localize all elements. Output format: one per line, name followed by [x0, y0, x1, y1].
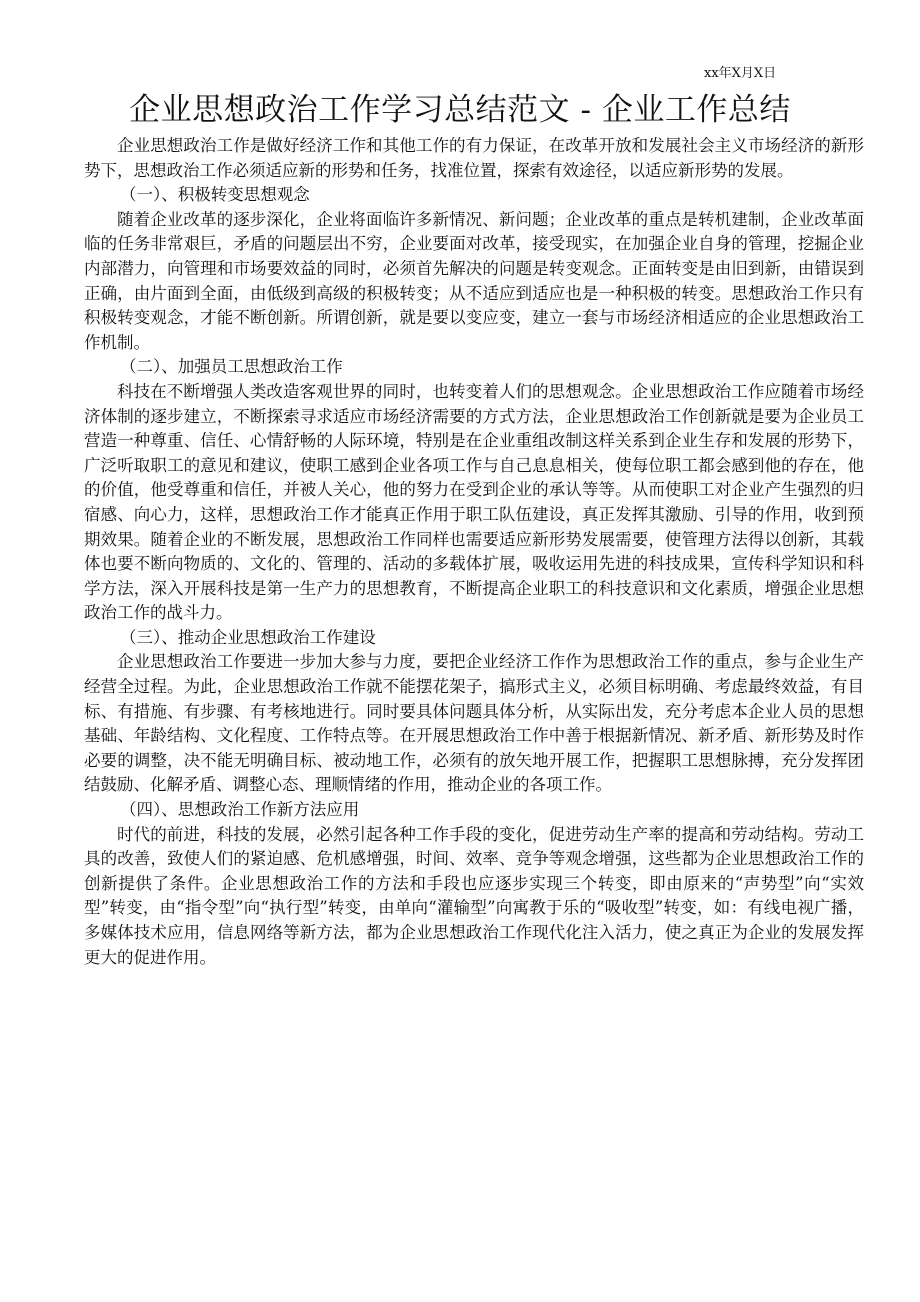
document-body: [84, 134, 864, 970]
section-4-heading: （四）、思想政治工作新方法应用: [120, 800, 360, 820]
section-1-heading: （一）、积极转变思想观念: [120, 185, 310, 205]
section-3-heading: （三）、推动企业思想政治工作建设: [120, 627, 376, 647]
section-1-paragraph: 随着企业改革的逐步深化，企业将面临许多新情况、新问题；企业改革的重点是转机建制，企业改革面临的任务非常艰巨，矛盾的问题层出不穷，企业要面对改革，接受现实，在加强企业自身的管理，挖掘企业内部潜力，向管理和市场要效益的同时，必须首先解决的问题是转变观念。正面转变是由旧到新，由错误到正确，由片面到全面，由低级到高级的积极转变；从不适应到适应也是一种积极的转变。思想政治工作只有积极转变观念，才能不断创新。所谓创新，就是要以变应变，建立一套与市场经济相适应的企业思想政治工作机制。: [84, 209, 864, 352]
document-title: 企业思想政治工作学习总结范文 - 企业工作总结: [129, 92, 791, 128]
intro-paragraph: 企业思想政治工作是做好经济工作和其他工作的有力保证，在改革开放和发展社会主义市场经济的新形势下，思想政治工作必须适应新的形势和任务，找准位置，探索有效途径，以适应新形势的发展。: [84, 136, 864, 180]
section-3-paragraph: 企业思想政治工作要进一步加大参与力度，要把企业经济工作作为思想政治工作的重点，参与企业生产经营全过程。为此，企业思想政治工作就不能摆花架子，搞形式主义，必须目标明确、考虑最终效益，有目标、有措施、有步骤、有考核地进行。同时要具体问题具体分析，从实际出发，充分考虑本企业人员的思想基础、年龄结构、文化程度、工作特点等。在开展思想政治工作中善于根据新情况、新矛盾、新形势及时作必要的调整，决不能无明确目标、被动地工作，必须有的放矢地开展工作，把握职工思想脉搏，充分发挥团结鼓励、化解矛盾、调整心态、理顺情绪的作用，推动企业的各项工作。: [84, 652, 864, 795]
document-date: xx年X月X日: [704, 66, 777, 81]
section-2-heading: （二）、加强员工思想政治工作: [120, 357, 343, 377]
section-4-paragraph: 时代的前进，科技的发展，必然引起各种工作手段的变化，促进劳动生产率的提高和劳动结构。劳动工具的改善，致使人们的紧迫感、危机感增强，时间、效率、竞争等观念增强，这些都为企业思想政治工作的创新提供了条件。企业思想政治工作的方法和手段也应逐步实现三个转变，即由原来的“声势型”向“实效型”转变，由“指令型”向“执行型”转变，由单向“灌输型”向寓教于乐的“吸收型”转变，如：有线电视广播，多媒体技术应用，信息网络等新方法，都为企业思想政治工作现代化注入活力，使之真正为企业的发展发挥更大的促进作用。: [84, 824, 864, 967]
section-2-paragraph: 科技在不断增强人类改造客观世界的同时，也转变着人们的思想观念。企业思想政治工作应随着市场经济体制的逐步建立，不断探索寻求适应市场经济需要的方式方法，企业思想政治工作创新就是要为企业员工营造一种尊重、信任、心情舒畅的人际环境，特别是在企业重组改制这样关系到企业生存和发展的形势下，广泛听取职工的意见和建议，使职工感到企业各项工作与自己息息相关，使每位职工都会感到他的存在，他的价值，他受尊重和信任，并被人关心，他的努力在受到企业的承认等等。从而使职工对企业产生强烈的归宿感、向心力，这样，思想政治工作才能真正作用于职工队伍建设，真正发挥其激励、引导的作用，收到预期效果。随着企业的不断发展，思想政治工作同样也需要适应新形势发展需要，使管理方法得以创新，其载体也要不断向物质的、文化的、管理的、活动的多载体扩展，吸收运用先进的科技成果，宣传科学知识和科学方法，深入开展科技是第一生产力的思想教育，不断提高企业职工的科技意识和文化素质，增强企业思想政治工作的战斗力。: [84, 381, 864, 623]
